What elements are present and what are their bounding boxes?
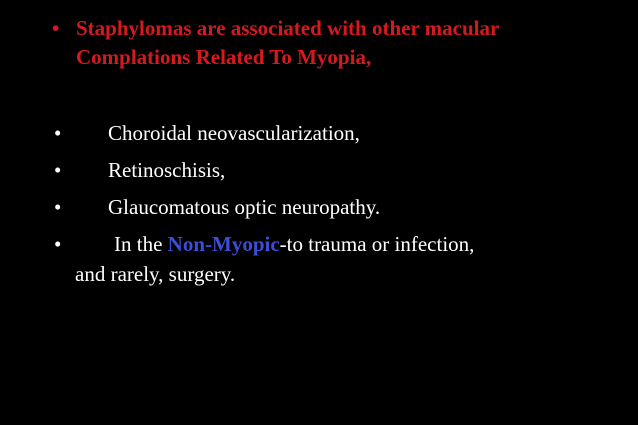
highlight-term: Non-Myopic	[167, 232, 280, 256]
bullet-dot: •	[54, 232, 62, 256]
list-item-prefix: In the	[114, 232, 168, 256]
slide-title	[54, 14, 614, 72]
list-item-text: Retinoschisis,	[108, 158, 226, 182]
list-item-text: Glaucomatous optic neuropathy.	[108, 195, 381, 219]
list-item-continuation: and rarely, surgery.	[75, 262, 236, 286]
bullet-dot: •	[54, 195, 62, 219]
title-line-1: Staphylomas are associated with other macular	[76, 16, 500, 40]
title-line-2: Complations Related To Myopia,	[76, 45, 372, 69]
bullet-dot: •	[54, 158, 62, 182]
list-item-suffix: -to trauma or infection,	[279, 232, 475, 256]
title-bullet: •	[52, 16, 60, 40]
bullet-dot: •	[54, 121, 62, 145]
list-item-text: Choroidal neovascularization,	[108, 121, 360, 145]
list-item-text	[114, 230, 474, 258]
